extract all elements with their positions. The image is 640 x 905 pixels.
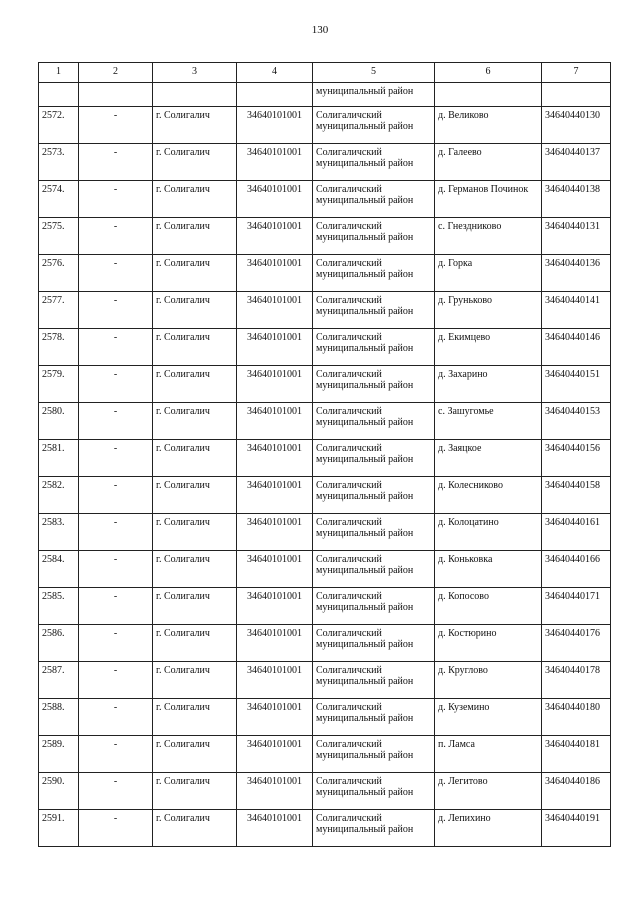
code-cell: 34640101001 [237, 736, 313, 773]
district-cell [313, 588, 435, 625]
header-cell: 6 [435, 63, 542, 83]
row-number: 2586. [39, 625, 79, 662]
table-row [39, 477, 611, 514]
district-line-2: муниципальный район [316, 528, 414, 539]
district-line-2: муниципальный район [316, 824, 414, 835]
city-cell: г. Солигалич [153, 144, 237, 181]
district-cell: муниципальный район [313, 83, 435, 107]
city-cell: г. Солигалич [153, 329, 237, 366]
col2-cell: - [79, 588, 153, 625]
col2-cell: - [79, 440, 153, 477]
locality-cell: д. Колесниково [435, 477, 542, 514]
row-number: 2584. [39, 551, 79, 588]
city-cell: г. Солигалич [153, 292, 237, 329]
district-line-2: муниципальный район [316, 491, 414, 502]
locality-cell: д. Екимцево [435, 329, 542, 366]
district-cell [313, 625, 435, 662]
city-cell: г. Солигалич [153, 773, 237, 810]
col2-cell: - [79, 107, 153, 144]
locality-cell: д. Костюрино [435, 625, 542, 662]
city-cell: г. Солигалич [153, 625, 237, 662]
code-cell: 34640101001 [237, 773, 313, 810]
locality-cell: д. Копосово [435, 588, 542, 625]
code-cell: 34640101001 [237, 810, 313, 847]
locality-cell: п. Ламса [435, 736, 542, 773]
district-line-2: муниципальный район [316, 787, 414, 798]
district-cell [313, 403, 435, 440]
table-row [39, 107, 611, 144]
table-cell [542, 83, 611, 107]
district-cell [313, 144, 435, 181]
district-line-1: Солигаличский [316, 813, 382, 824]
header-cell: 2 [79, 63, 153, 83]
col2-cell: - [79, 255, 153, 292]
code-cell: 34640101001 [237, 255, 313, 292]
oktmo-cell: 34640440176 [542, 625, 611, 662]
locality-cell: д. Великово [435, 107, 542, 144]
district-line-1: Солигаличский [316, 628, 382, 639]
oktmo-cell: 34640440146 [542, 329, 611, 366]
col2-cell: - [79, 514, 153, 551]
table-cell [153, 83, 237, 107]
code-cell: 34640101001 [237, 477, 313, 514]
district-line-2: муниципальный район [316, 158, 414, 169]
city-cell: г. Солигалич [153, 477, 237, 514]
locality-cell: д. Лепихино [435, 810, 542, 847]
row-number: 2578. [39, 329, 79, 366]
district-line-1: Солигаличский [316, 739, 382, 750]
city-cell: г. Солигалич [153, 181, 237, 218]
table-row [39, 329, 611, 366]
code-cell: 34640101001 [237, 403, 313, 440]
district-line-1: Солигаличский [316, 517, 382, 528]
district-cell [313, 181, 435, 218]
row-number: 2575. [39, 218, 79, 255]
city-cell: г. Солигалич [153, 588, 237, 625]
city-cell: г. Солигалич [153, 366, 237, 403]
oktmo-cell: 34640440138 [542, 181, 611, 218]
header-cell: 5 [313, 63, 435, 83]
code-cell: 34640101001 [237, 107, 313, 144]
oktmo-cell: 34640440166 [542, 551, 611, 588]
col2-cell: - [79, 551, 153, 588]
locality-cell: д. Захарино [435, 366, 542, 403]
locality-cell: д. Германов Починок [435, 181, 542, 218]
district-line-1: Солигаличский [316, 480, 382, 491]
district-cell [313, 107, 435, 144]
col2-cell: - [79, 662, 153, 699]
district-line-1: Солигаличский [316, 554, 382, 565]
city-cell: г. Солигалич [153, 440, 237, 477]
col2-cell: - [79, 181, 153, 218]
col2-cell: - [79, 403, 153, 440]
district-line-2: муниципальный район [316, 195, 414, 206]
district-cell [313, 514, 435, 551]
table-row [39, 218, 611, 255]
district-line-2: муниципальный район [316, 676, 414, 687]
code-cell: 34640101001 [237, 551, 313, 588]
table-row [39, 292, 611, 329]
oktmo-cell: 34640440186 [542, 773, 611, 810]
district-cell [313, 699, 435, 736]
district-line-2: муниципальный район [316, 306, 414, 317]
row-number: 2573. [39, 144, 79, 181]
district-line-2: муниципальный район [316, 417, 414, 428]
col2-cell: - [79, 810, 153, 847]
col2-cell: - [79, 773, 153, 810]
table-row [39, 403, 611, 440]
table-row [39, 144, 611, 181]
table-row [39, 366, 611, 403]
table-cell [237, 83, 313, 107]
header-cell: 3 [153, 63, 237, 83]
oktmo-cell: 34640440151 [542, 366, 611, 403]
oktmo-cell: 34640440136 [542, 255, 611, 292]
table-row [39, 255, 611, 292]
table-row [39, 514, 611, 551]
locality-cell: д. Легитово [435, 773, 542, 810]
district-line-1: Солигаличский [316, 665, 382, 676]
oktmo-cell: 34640440181 [542, 736, 611, 773]
row-number: 2574. [39, 181, 79, 218]
row-number: 2582. [39, 477, 79, 514]
registry-table [38, 62, 611, 847]
table-cell [435, 83, 542, 107]
code-cell: 34640101001 [237, 292, 313, 329]
district-cell [313, 810, 435, 847]
oktmo-cell: 34640440191 [542, 810, 611, 847]
district-line-2: муниципальный район [316, 713, 414, 724]
oktmo-cell: 34640440161 [542, 514, 611, 551]
oktmo-cell: 34640440171 [542, 588, 611, 625]
district-line-1: Солигаличский [316, 406, 382, 417]
row-number: 2587. [39, 662, 79, 699]
col2-cell: - [79, 699, 153, 736]
locality-cell: д. Галеево [435, 144, 542, 181]
city-cell: г. Солигалич [153, 736, 237, 773]
row-number: 2583. [39, 514, 79, 551]
table-row [39, 773, 611, 810]
table-row [39, 181, 611, 218]
city-cell: г. Солигалич [153, 107, 237, 144]
table-cell [39, 83, 79, 107]
header-cell: 4 [237, 63, 313, 83]
district-line-1: Солигаличский [316, 591, 382, 602]
oktmo-cell: 34640440158 [542, 477, 611, 514]
locality-cell: д. Колоцатино [435, 514, 542, 551]
district-line-1: Солигаличский [316, 295, 382, 306]
district-line-2: муниципальный район [316, 602, 414, 613]
header-cell: 7 [542, 63, 611, 83]
district-line-2: муниципальный район [316, 750, 414, 761]
col2-cell: - [79, 218, 153, 255]
district-line-1: Солигаличский [316, 110, 382, 121]
table-row [39, 662, 611, 699]
city-cell: г. Солигалич [153, 699, 237, 736]
locality-cell: д. Круглово [435, 662, 542, 699]
district-cell [313, 662, 435, 699]
code-cell: 34640101001 [237, 514, 313, 551]
row-number: 2590. [39, 773, 79, 810]
oktmo-cell: 34640440131 [542, 218, 611, 255]
col2-cell: - [79, 736, 153, 773]
city-cell: г. Солигалич [153, 551, 237, 588]
code-cell: 34640101001 [237, 625, 313, 662]
oktmo-cell: 34640440130 [542, 107, 611, 144]
table-cell [79, 83, 153, 107]
oktmo-cell: 34640440141 [542, 292, 611, 329]
code-cell: 34640101001 [237, 588, 313, 625]
district-cell [313, 329, 435, 366]
locality-cell: д. Горка [435, 255, 542, 292]
city-cell: г. Солигалич [153, 403, 237, 440]
district-line-1: Солигаличский [316, 147, 382, 158]
district-line-1: Солигаличский [316, 221, 382, 232]
district-cell [313, 736, 435, 773]
district-line-1: Солигаличский [316, 776, 382, 787]
row-number: 2589. [39, 736, 79, 773]
district-cell [313, 218, 435, 255]
district-cell [313, 477, 435, 514]
row-number: 2585. [39, 588, 79, 625]
locality-cell: д. Коньковка [435, 551, 542, 588]
locality-cell: с. Зашугомье [435, 403, 542, 440]
table-row [39, 810, 611, 847]
table-row [39, 588, 611, 625]
row-number: 2576. [39, 255, 79, 292]
city-cell: г. Солигалич [153, 514, 237, 551]
district-cell [313, 292, 435, 329]
header-cell: 1 [39, 63, 79, 83]
col2-cell: - [79, 329, 153, 366]
district-line-2: муниципальный район [316, 121, 414, 132]
district-cell [313, 551, 435, 588]
district-cell [313, 366, 435, 403]
district-line-2: муниципальный район [316, 639, 414, 650]
row-number: 2591. [39, 810, 79, 847]
header-row [39, 63, 611, 83]
code-cell: 34640101001 [237, 329, 313, 366]
district-line-2: муниципальный район [316, 269, 414, 280]
district-line-1: Солигаличский [316, 184, 382, 195]
city-cell: г. Солигалич [153, 255, 237, 292]
row-number: 2579. [39, 366, 79, 403]
table-row [39, 440, 611, 477]
code-cell: 34640101001 [237, 366, 313, 403]
col2-cell: - [79, 366, 153, 403]
locality-cell: д. Куземино [435, 699, 542, 736]
locality-cell: д. Заяцкое [435, 440, 542, 477]
table-row [39, 551, 611, 588]
col2-cell: - [79, 625, 153, 662]
district-line-1: Солигаличский [316, 702, 382, 713]
oktmo-cell: 34640440156 [542, 440, 611, 477]
district-cell [313, 440, 435, 477]
district-line-1: Солигаличский [316, 443, 382, 454]
locality-cell: с. Гнездниково [435, 218, 542, 255]
page-number: 130 [311, 24, 329, 36]
table-row [39, 736, 611, 773]
city-cell: г. Солигалич [153, 810, 237, 847]
district-cell [313, 773, 435, 810]
district-line-1: Солигаличский [316, 369, 382, 380]
row-number: 2588. [39, 699, 79, 736]
code-cell: 34640101001 [237, 181, 313, 218]
district-line-2: муниципальный район [316, 380, 414, 391]
district-line-2: муниципальный район [316, 565, 414, 576]
district-line-2: муниципальный район [316, 343, 414, 354]
code-cell: 34640101001 [237, 440, 313, 477]
code-cell: 34640101001 [237, 144, 313, 181]
district-line-1: Солигаличский [316, 258, 382, 269]
oktmo-cell: 34640440137 [542, 144, 611, 181]
code-cell: 34640101001 [237, 699, 313, 736]
table-row [39, 699, 611, 736]
row-number: 2580. [39, 403, 79, 440]
row-number: 2572. [39, 107, 79, 144]
oktmo-cell: 34640440178 [542, 662, 611, 699]
row-number: 2581. [39, 440, 79, 477]
col2-cell: - [79, 144, 153, 181]
oktmo-cell: 34640440180 [542, 699, 611, 736]
col2-cell: - [79, 477, 153, 514]
row-number: 2577. [39, 292, 79, 329]
district-cell [313, 255, 435, 292]
district-line-1: Солигаличский [316, 332, 382, 343]
code-cell: 34640101001 [237, 218, 313, 255]
district-line-2: муниципальный район [316, 454, 414, 465]
locality-cell: д. Груньково [435, 292, 542, 329]
continuation-row [39, 83, 611, 107]
code-cell: 34640101001 [237, 662, 313, 699]
oktmo-cell: 34640440153 [542, 403, 611, 440]
city-cell: г. Солигалич [153, 218, 237, 255]
city-cell: г. Солигалич [153, 662, 237, 699]
col2-cell: - [79, 292, 153, 329]
table-row [39, 625, 611, 662]
district-line-2: муниципальный район [316, 232, 414, 243]
